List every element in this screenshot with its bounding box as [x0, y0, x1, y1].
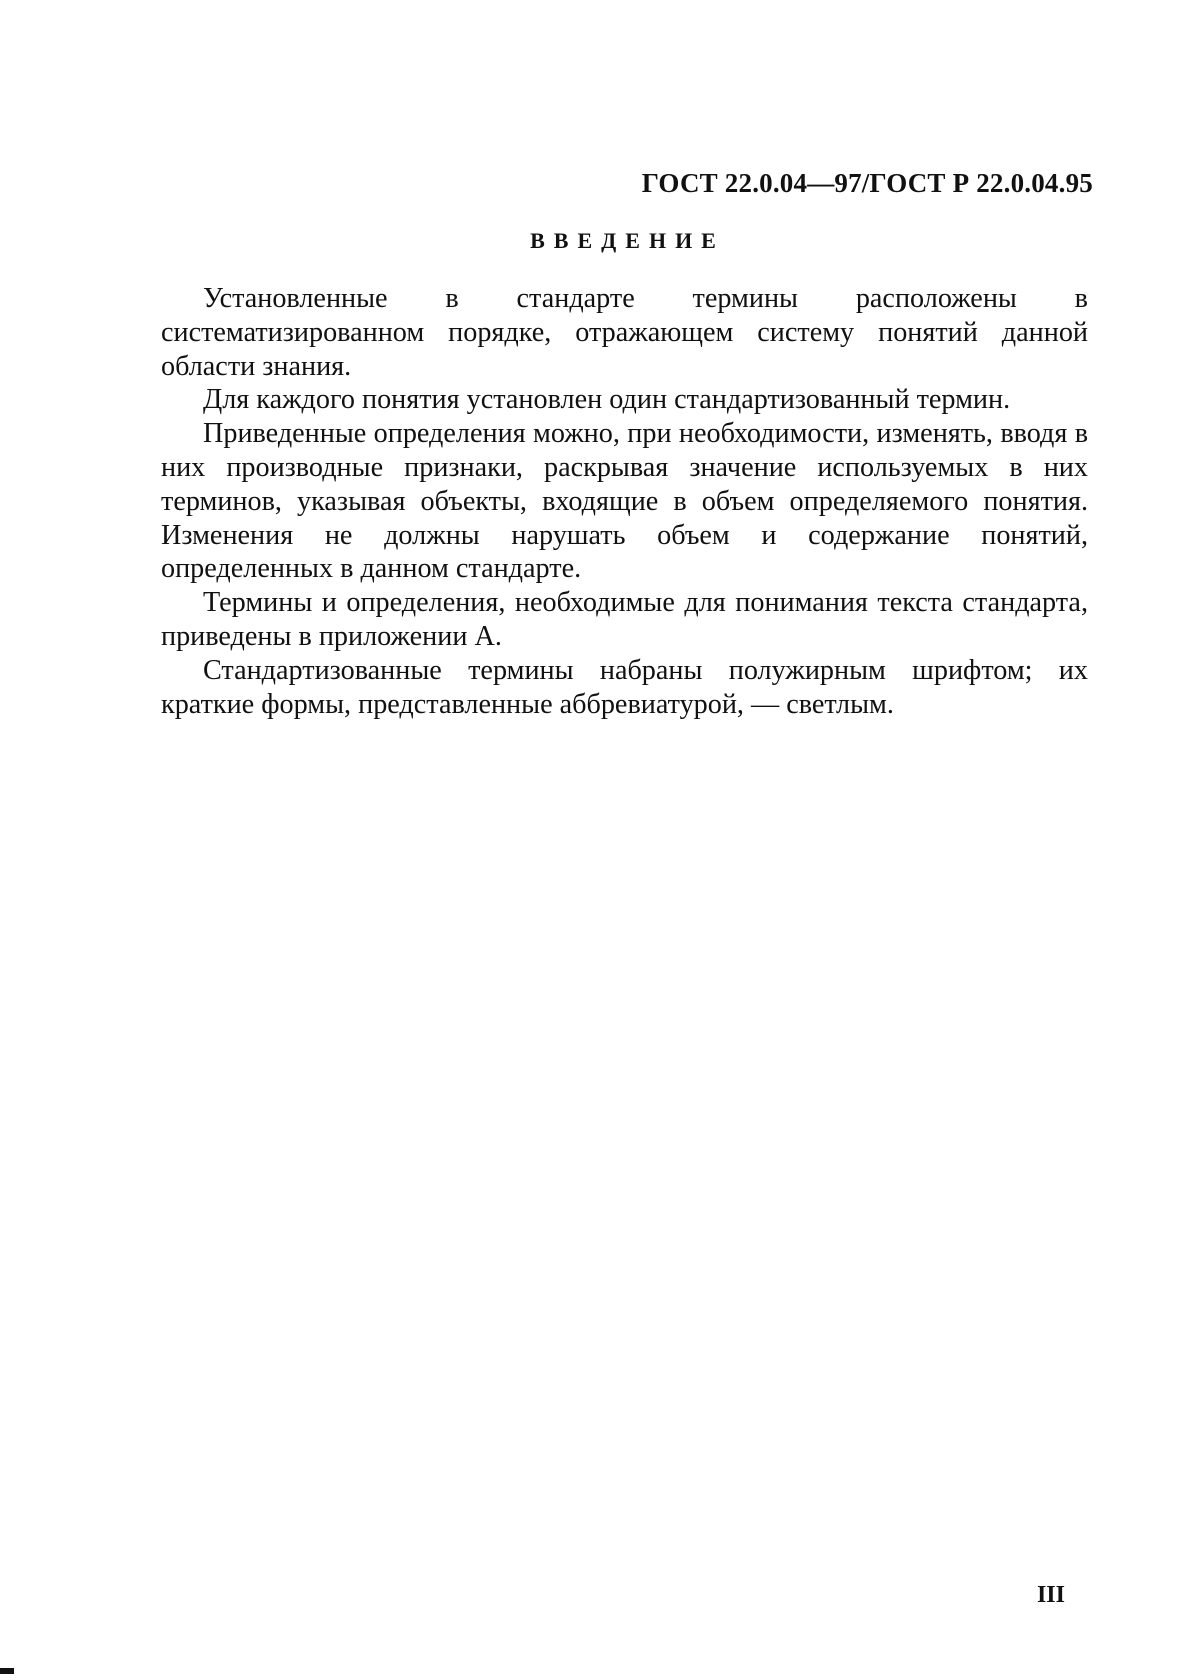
- scan-edge-mark: [0, 1668, 14, 1674]
- standard-code-header: ГОСТ 22.0.04—97/ГОСТ Р 22.0.04.95: [641, 168, 1093, 198]
- paragraph-5: Стандартизованные термины набраны полужирным шрифтом; их краткие формы, представленные аббревиатурой, — светлым.: [161, 654, 1088, 720]
- section-title: ВВЕДЕНИЕ: [530, 228, 725, 253]
- paragraph-2: Для каждого понятия установлен один стандартизованный термин.: [203, 384, 1011, 416]
- paragraph-3: Приведенные определения можно, при необходимости, изменять, вводя в них производные признаки, раскрывая значение используемых в них терминов, указывая объекты, входящие в объем определяемого понятия. Изменения не должны нарушать объем и содержание понятий, определенных в данном стандарте.: [161, 418, 1088, 585]
- body-text: [161, 282, 1088, 721]
- paragraph-1: Установленные в стандарте термины расположены в систематизированном порядке, отражающем систему понятий данной области знания.: [161, 283, 1088, 382]
- page-number: III: [1036, 1582, 1065, 1608]
- paragraph-4: Термины и определения, необходимые для понимания текста стандарта, приведены в приложении А.: [161, 587, 1088, 652]
